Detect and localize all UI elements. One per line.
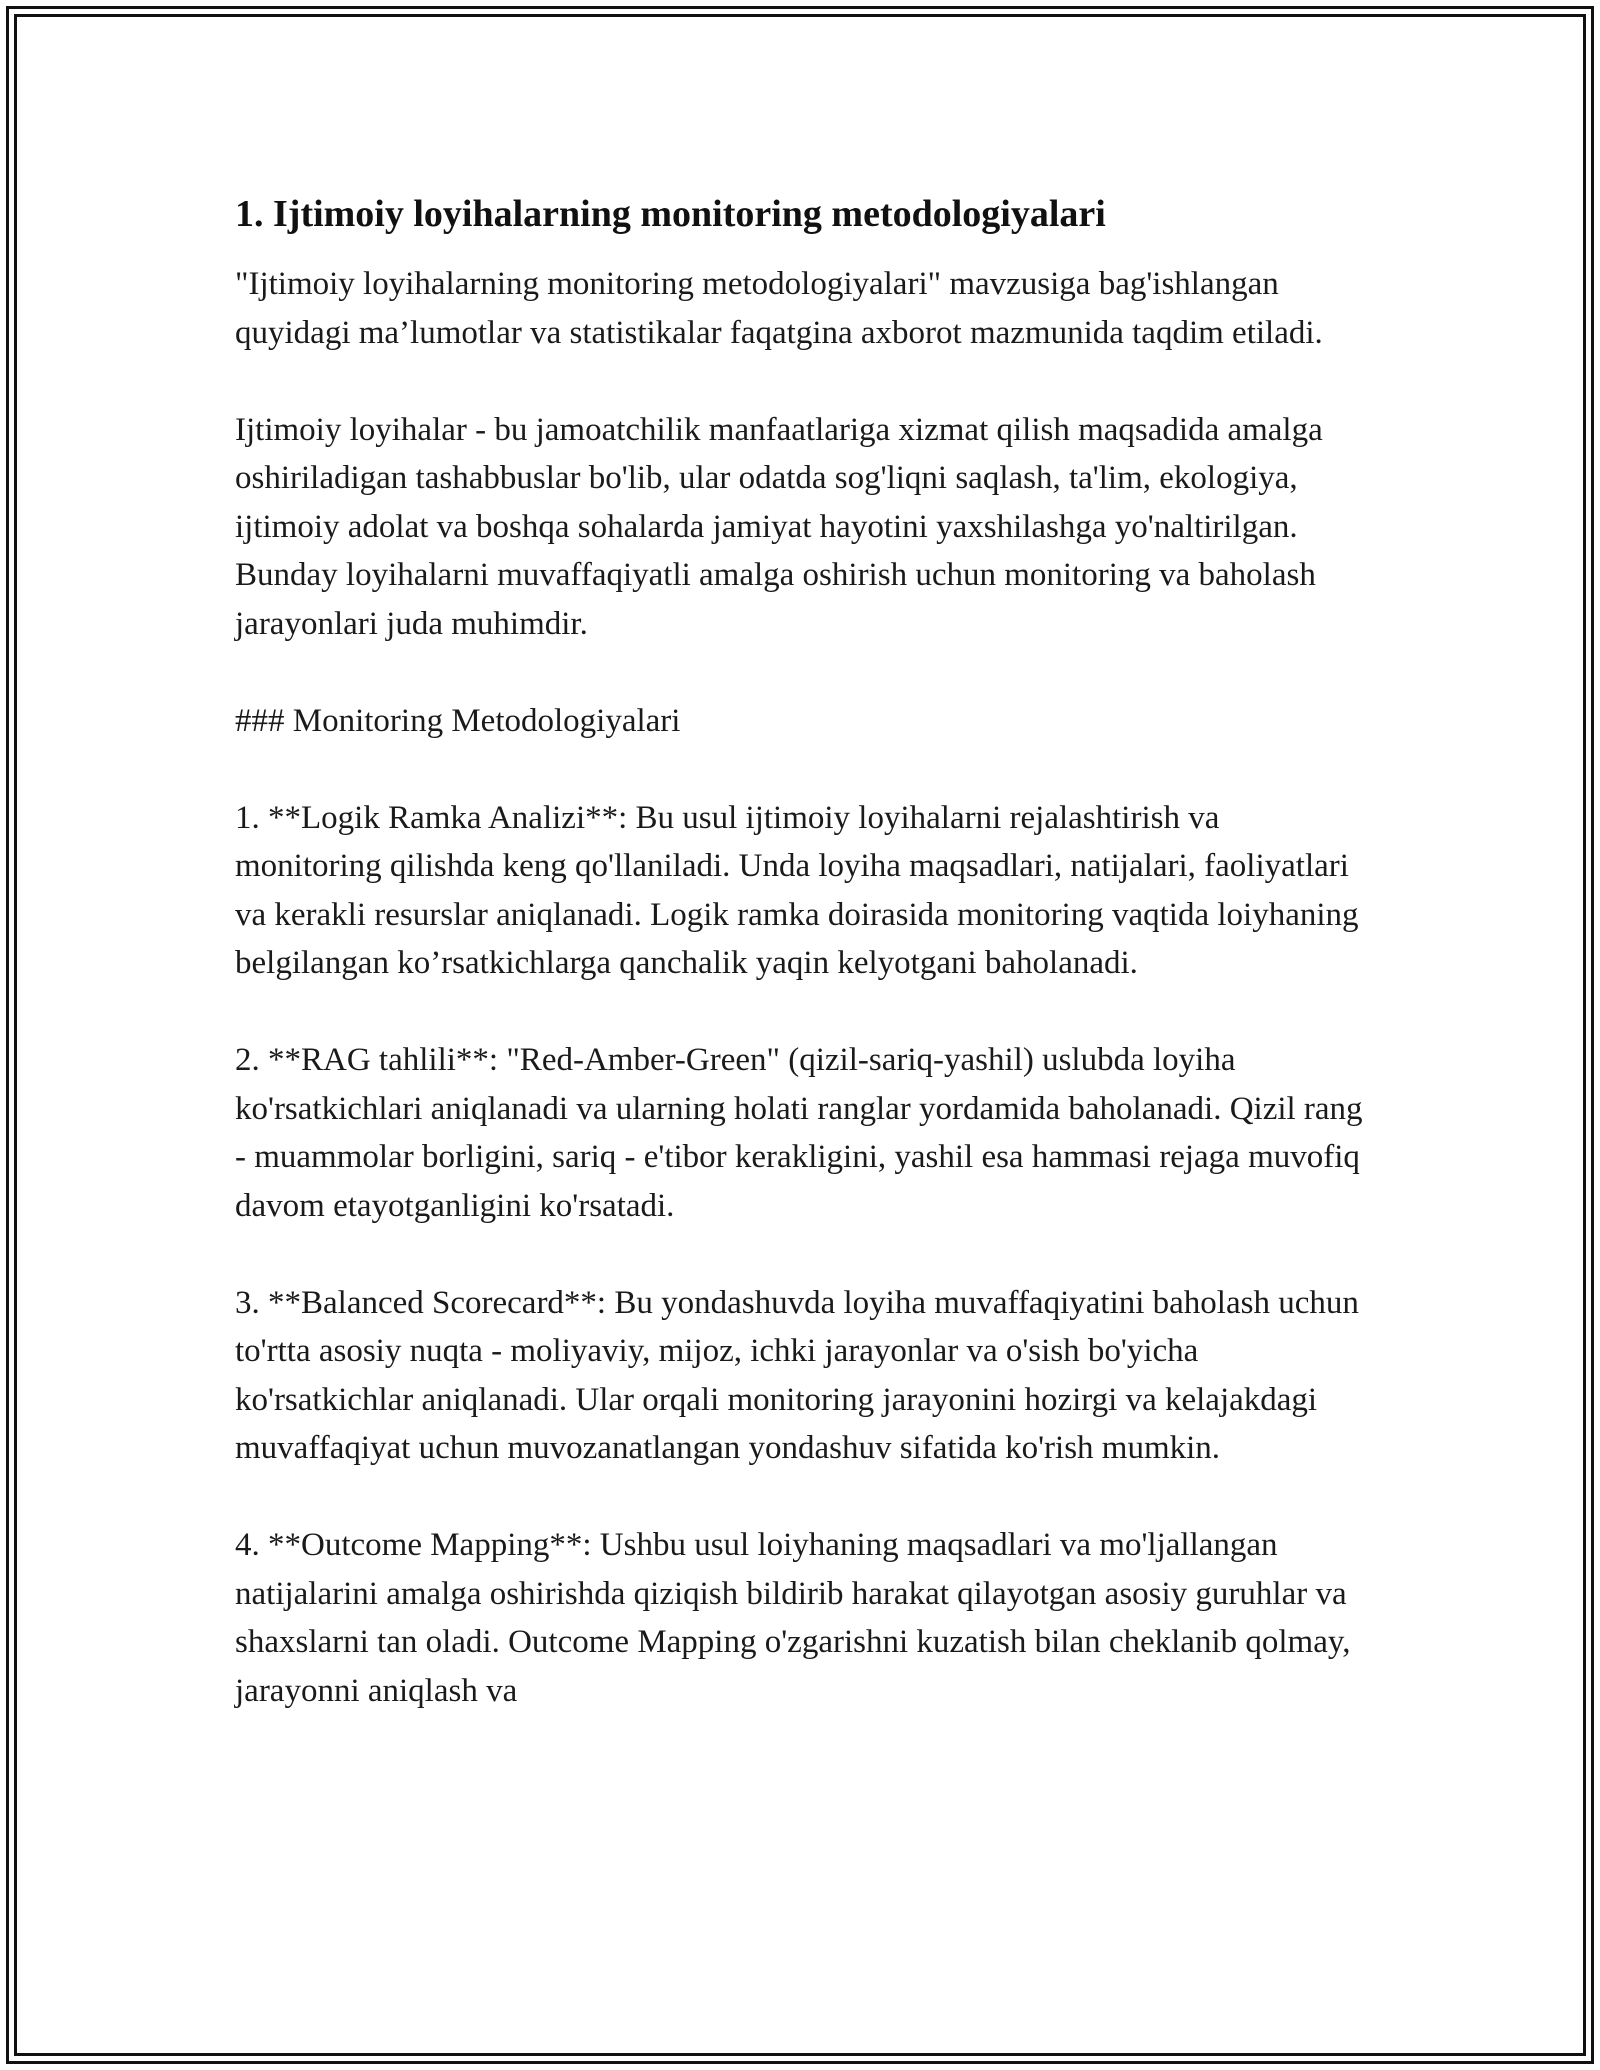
document-title: 1. Ijtimoiy loyihalarning monitoring metodologiyalari [235,193,1106,235]
list-item-rag: 2. **RAG tahlili**: "Red-Amber-Green" (qizil-sariq-yashil) uslubda loyiha ko'rsatkichlari aniqlanadi va ularning holati ranglar yordamida baholanadi. Qizil rang - muammolar borligini, sariq - e'tibor kerakligini, yashil esa hammasi rejaga muvofiq davom etayotganligini ko'rsatadi. [235,1042,1363,1224]
list-item-logframe: 1. **Logik Ramka Analizi**: Bu usul ijtimoiy loyihalarni rejalashtirish va monitoring qilishda keng qo'llaniladi. Unda loyiha maqsadlari, natijalari, faoliyatlari va kerakli resurslar aniqlanadi. Logik ramka doirasida monitoring vaqtida loiyhaning belgilangan ko’rsatkichlarga qanchalik yaqin kelyotgani baholanadi. [235,799,1359,981]
intro-paragraph: "Ijtimoiy loyihalarning monitoring metodologiyalari" mavzusiga bag'ishlangan quyidagi ma’lumotlar va statistikalar faqatgina axborot mazmunida taqdim etiladi. [235,266,1323,351]
document-body [235,188,1365,1715]
list-item-balanced-scorecard: 3. **Balanced Scorecard**: Bu yondashuvda loyiha muvaffaqiyatini baholash uchun to'rtta asosiy nuqta - moliyaviy, mijoz, ichki jarayonlar va o'sish bo'yicha ko'rsatkichlar aniqlanadi. Ular orqali monitoring jarayonini hozirgi va kelajakdagi muvaffaqiyat uchun muvozanatlangan yondashuv sifatida ko'rish mumkin. [235,1284,1359,1466]
section-heading: ### Monitoring Metodologiyalari [235,702,681,739]
list-item-outcome-mapping: 4. **Outcome Mapping**: Ushbu usul loiyhaning maqsadlari va mo'ljallangan natijalarini amalga oshirishda qiziqish bildirib harakat qilayotgan asosiy guruhlar va shaxslarni tan oladi. Outcome Mapping o'zgarishni kuzatish bilan cheklanib qolmay, jarayonni aniqlash va [235,1527,1351,1709]
definition-paragraph: Ijtimoiy loyihalar - bu jamoatchilik manfaatlariga xizmat qilish maqsadida amalga oshiriladigan tashabbuslar bo'lib, ular odatda sog'liqni saqlash, ta'lim, ekologiya, ijtimoiy adolat va boshqa sohalarda jamiyat hayotini yaxshilashga yo'naltirilgan. Bunday loyihalarni muvaffaqiyatli amalga oshirish uchun monitoring va baholash jarayonlari juda muhimdir. [235,411,1323,642]
